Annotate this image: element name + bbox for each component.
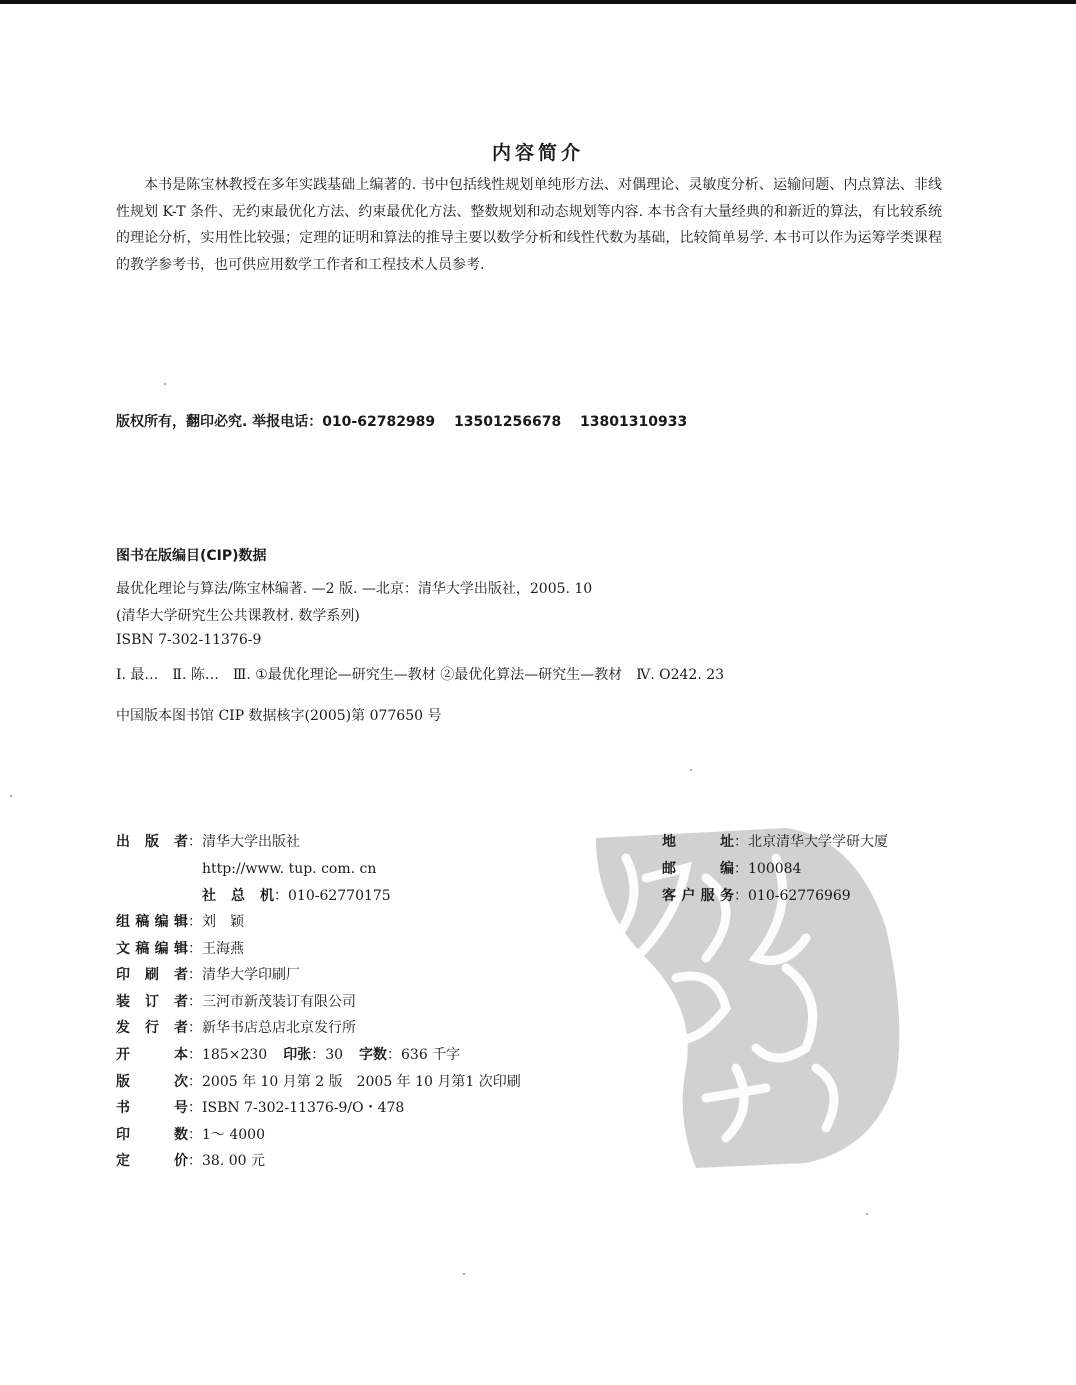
binder-value: 三河市新茂装订有限公司 — [202, 994, 356, 1010]
print-run-value: 1～ 4000 — [202, 1127, 265, 1143]
edition-value: 2005 年 10 月第 2 版 2005 年 10 月第1 次印刷 — [202, 1074, 521, 1090]
acq-editor-label: 组稿编辑 — [116, 914, 188, 930]
page-title: 内容简介 — [491, 142, 584, 164]
postcode-label: 邮编 — [662, 861, 734, 877]
cip-heading: 图书在版编目(CIP)数据 — [116, 548, 267, 564]
isbn-label: 书号 — [116, 1100, 188, 1116]
top-rule — [0, 0, 1076, 4]
cip-isbn-line: ISBN 7-302-11376-9 — [116, 632, 262, 648]
switchboard-label: 社总机 — [202, 888, 274, 904]
service-label: 客户服务 — [662, 888, 734, 904]
switchboard-value: 010-62770175 — [288, 888, 391, 904]
address-label: 地址 — [662, 834, 734, 850]
sheets-value: 30 — [325, 1047, 344, 1063]
service-row: 客户服务：010-62776969 — [662, 888, 851, 904]
imprint-printer-row: 印刷者：清华大学印刷厂 — [116, 967, 300, 983]
imprint-copy-editor-row: 文稿编辑：王海燕 — [116, 941, 244, 957]
imprint-binder-row: 装订者：三河市新茂装订有限公司 — [116, 994, 356, 1010]
service-value: 010-62776969 — [748, 888, 851, 904]
words-value: 636 千字 — [401, 1047, 461, 1063]
postcode-value: 100084 — [748, 861, 802, 877]
copyright-notice: 版权所有，翻印必究. 举报电话：010-62782989 13501256678 13801310933 — [116, 414, 688, 430]
imprint-acq-editor-row: 组稿编辑：刘 颖 — [116, 914, 244, 930]
scan-speck — [690, 769, 692, 771]
cip-title-line: 最优化理论与算法/陈宝林编著. —2 版. —北京：清华大学出版社，2005. 10 — [116, 581, 593, 597]
summary-paragraph: 本书是陈宝林教授在多年实践基础上编著的. 书中包括线性规划单纯形方法、对偶理论、灵敏度分析、运输问题、内点算法、非线性规划 K-T 条件、无约束最优化方法、约束最优化方法、整数规划和动态规划等内容. 本书含有大量经典的和新近的算法，有比较系统的理论分析，实用性比较强；定理的证明和算法的推导主要以数学分析和线性代数为基础，比较简单易学. 本书可以作为运筹学类课程的教学参考书，也可供应用数学工作者和工程技术人员参考. — [116, 177, 942, 273]
cip-series-line: (清华大学研究生公共课教材. 数学系列) — [116, 608, 360, 624]
cip-record-line: 中国版本图书馆 CIP 数据核字(2005)第 077650 号 — [116, 708, 442, 724]
postcode-row: 邮编：100084 — [662, 861, 802, 877]
scan-speck — [164, 383, 166, 385]
distributor-value: 新华书店总店北京发行所 — [202, 1020, 356, 1036]
imprint-website-row — [116, 859, 376, 879]
publisher-website: http://www. tup. com. cn — [202, 861, 377, 877]
print-run-label: 印数 — [116, 1127, 188, 1143]
copy-editor-value: 王海燕 — [202, 941, 244, 957]
binder-label: 装订者 — [116, 994, 188, 1010]
scan-speck — [10, 795, 12, 797]
imprint-isbn-row: 书号：ISBN 7-302-11376-9/O・478 — [116, 1100, 405, 1116]
distributor-label: 发行者 — [116, 1020, 188, 1036]
edition-label: 版次 — [116, 1074, 188, 1090]
isbn-value: ISBN 7-302-11376-9/O・478 — [202, 1100, 405, 1116]
printer-value: 清华大学印刷厂 — [202, 967, 300, 983]
imprint-publisher-row: 出版者：清华大学出版社 — [116, 834, 300, 850]
printer-label: 印刷者 — [116, 967, 188, 983]
scan-speck — [463, 1273, 465, 1275]
cip-classification-line: Ⅰ. 最… Ⅱ. 陈… Ⅲ. ①最优化理论—研究生—教材 ②最优化算法—研究生—教材 Ⅳ. O242. 23 — [116, 667, 725, 683]
format-label: 开本 — [116, 1047, 188, 1063]
price-value: 38. 00 元 — [202, 1153, 265, 1169]
imprint-distributor-row: 发行者：新华书店总店北京发行所 — [116, 1020, 356, 1036]
sheets-label: 印张 — [283, 1047, 312, 1063]
imprint-switchboard-row: 社总机：010-62770175 — [202, 888, 391, 904]
imprint-price-row: 定价：38. 00 元 — [116, 1153, 265, 1169]
price-label: 定价 — [116, 1153, 188, 1169]
imprint-edition-row: 版次：2005 年 10 月第 2 版 2005 年 10 月第1 次印刷 — [116, 1074, 521, 1090]
publisher-label: 出版者 — [116, 834, 188, 850]
publisher-value: 清华大学出版社 — [202, 834, 300, 850]
scan-speck — [866, 1213, 868, 1215]
address-value: 北京清华大学学研大厦 — [748, 834, 888, 850]
address-row: 地址：北京清华大学学研大厦 — [662, 834, 888, 850]
format-value: 185×230 — [202, 1047, 268, 1063]
acq-editor-value: 刘 颖 — [202, 914, 244, 930]
imprint-print-run-row: 印数：1～ 4000 — [116, 1127, 265, 1143]
imprint-format-row: 开本：185×230 印张：30 字数：636 千字 — [116, 1047, 461, 1063]
words-label: 字数 — [359, 1047, 388, 1063]
copy-editor-label: 文稿编辑 — [116, 941, 188, 957]
